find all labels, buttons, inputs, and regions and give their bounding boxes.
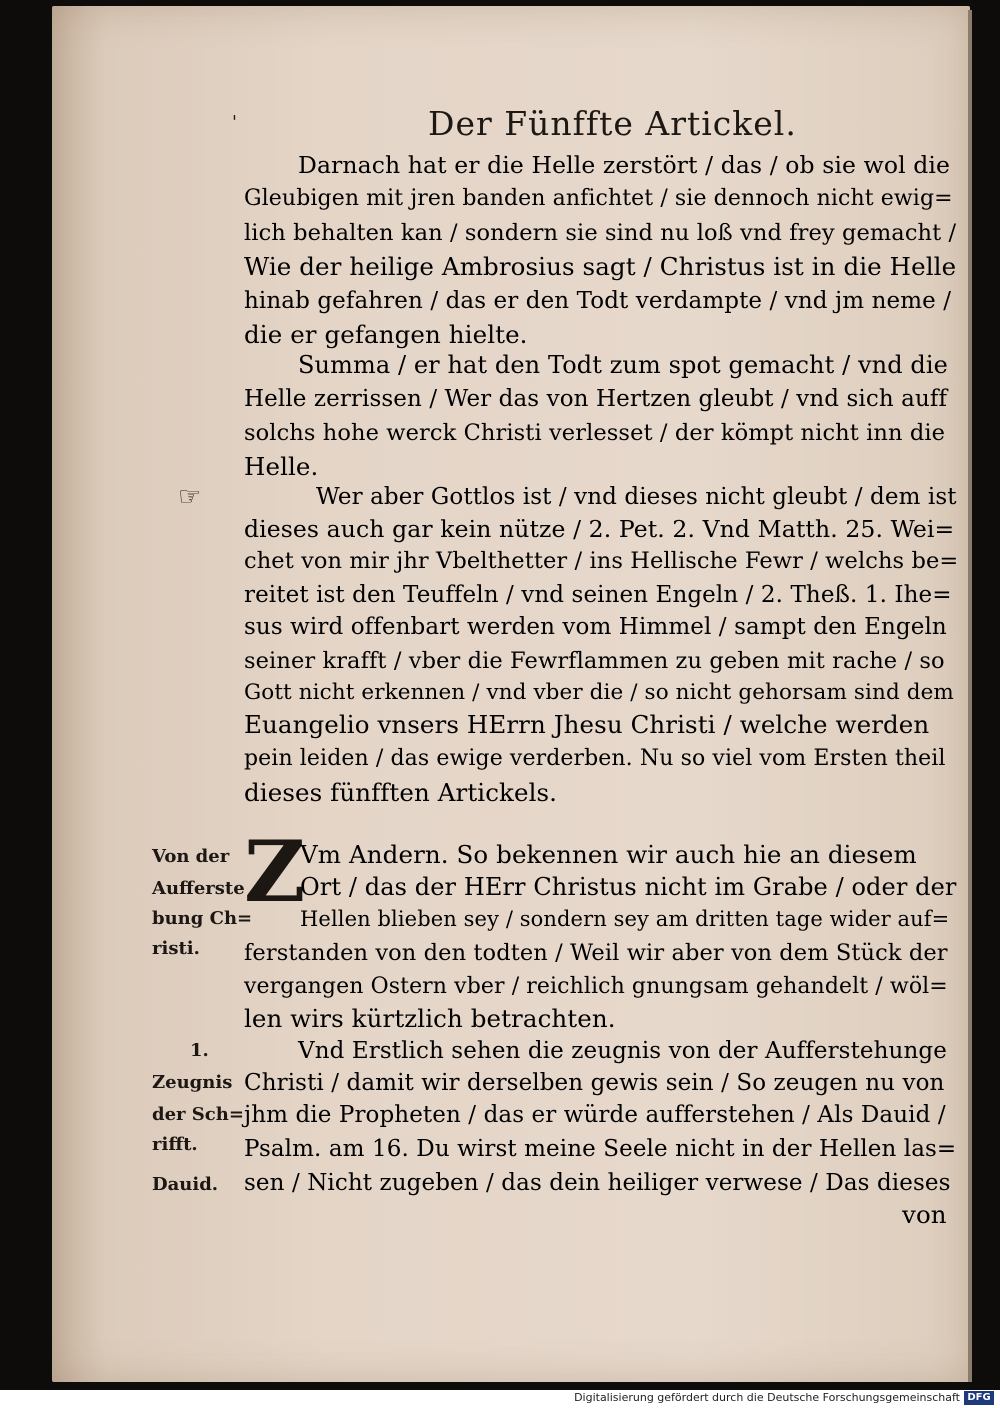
text-line: Wer aber Gottlos ist / vnd dieses nicht gleubt / dem ist xyxy=(316,484,957,510)
text-line: Helle. xyxy=(244,452,319,481)
text-line: reitet ist den Teuffeln / vnd seinen Engeln / 2. Theß. 1. Ihe= xyxy=(244,582,952,608)
text-line: hinab gefahren / das er den Todt verdampte / vnd jm neme / xyxy=(244,288,952,314)
text-line: seiner krafft / vber die Fewrflammen zu geben mit rache / so xyxy=(244,648,945,674)
margin-note-number: 1. xyxy=(190,1040,209,1061)
running-head: Der Fünffte Artickel. xyxy=(428,104,797,143)
text-line: Ort / das der HErr Christus nicht im Grabe / oder der xyxy=(300,873,957,901)
text-line: Psalm. am 16. Du wirst meine Seele nicht in der Hellen las= xyxy=(244,1136,957,1162)
margin-note-line: risti. xyxy=(152,938,200,959)
margin-note-line: Zeugnis xyxy=(152,1072,233,1093)
text-line: Helle zerrissen / Wer das von Hertzen gleubt / vnd sich auff xyxy=(244,386,948,412)
text-line: sus wird offenbart werden vom Himmel / sampt den Engeln xyxy=(244,614,947,640)
text-line: len wirs kürtzlich betrachten. xyxy=(244,1004,616,1033)
margin-note-line: rifft. xyxy=(152,1134,198,1155)
text-line: chet von mir jhr Vbelthetter / ins Hellische Fewr / welchs be= xyxy=(244,548,959,574)
text-line: jhm die Propheten / das er würde aufferstehen / Als Dauid / xyxy=(244,1102,946,1128)
text-line: vergangen Ostern vber / reichlich gnungsam gehandelt / wöl= xyxy=(244,974,948,999)
text-line: die er gefangen hielte. xyxy=(244,320,528,349)
funding-notice: Digitalisierung gefördert durch die Deutsche Forschungsgemeinschaft xyxy=(574,1391,960,1404)
text-line: lich behalten kan / sondern sie sind nu loß vnd frey gemacht / xyxy=(244,220,957,246)
text-line: solchs hohe werck Christi verlesset / der kömpt nicht inn die xyxy=(244,420,946,446)
text-line: Darnach hat er die Helle zerstört / das / ob sie wol die xyxy=(298,151,951,179)
text-line: Gleubigen mit jren banden anfichtet / sie dennoch nicht ewig= xyxy=(244,186,953,211)
text-line: ferstanden von den todten / Weil wir aber von dem Stück der xyxy=(244,940,948,966)
margin-note-line: Aufferste xyxy=(152,878,245,899)
text-line: Vm Andern. So bekennen wir auch hie an diesem xyxy=(300,840,917,869)
margin-note-line: Von der xyxy=(152,846,230,867)
pointing-hand-icon: ☞ xyxy=(178,482,202,512)
text-line: Vnd Erstlich sehen die zeugnis von der Aufferstehunge xyxy=(298,1038,947,1064)
head-mark: ' xyxy=(232,112,237,133)
dfg-logo[interactable]: DFG xyxy=(964,1391,994,1405)
text-line: Christi / damit wir derselben gewis sein / So zeugen nu von xyxy=(244,1070,945,1096)
margin-note-dauid: Dauid. xyxy=(152,1174,219,1195)
decorated-initial: Z xyxy=(244,822,306,921)
text-line: Euangelio vnsers HErrn Jhesu Christi / welche werden xyxy=(244,710,930,739)
page-edge xyxy=(968,10,972,1382)
text-line: dieses fünfften Artickels. xyxy=(244,778,558,807)
text-line: dieses auch gar kein nütze / 2. Pet. 2. Vnd Matth. 25. Wei= xyxy=(244,515,955,543)
text-line: Hellen blieben sey / sondern sey am dritten tage wider auf= xyxy=(300,907,950,931)
text-line: Wie der heilige Ambrosius sagt / Christus ist in die Helle xyxy=(244,252,957,281)
margin-note-line: bung Ch= xyxy=(152,908,253,929)
text-line: Gott nicht erkennen / vnd vber die / so nicht gehorsam sind dem xyxy=(244,680,954,705)
catchword: von xyxy=(902,1200,947,1229)
text-line: pein leiden / das ewige verderben. Nu so viel vom Ersten theil xyxy=(244,746,946,771)
text-line: sen / Nicht zugeben / das dein heiliger verwese / Das dieses xyxy=(244,1170,951,1196)
margin-note-line: der Sch= xyxy=(152,1104,244,1125)
text-line: Summa / er hat den Todt zum spot gemacht / vnd die xyxy=(298,351,948,379)
